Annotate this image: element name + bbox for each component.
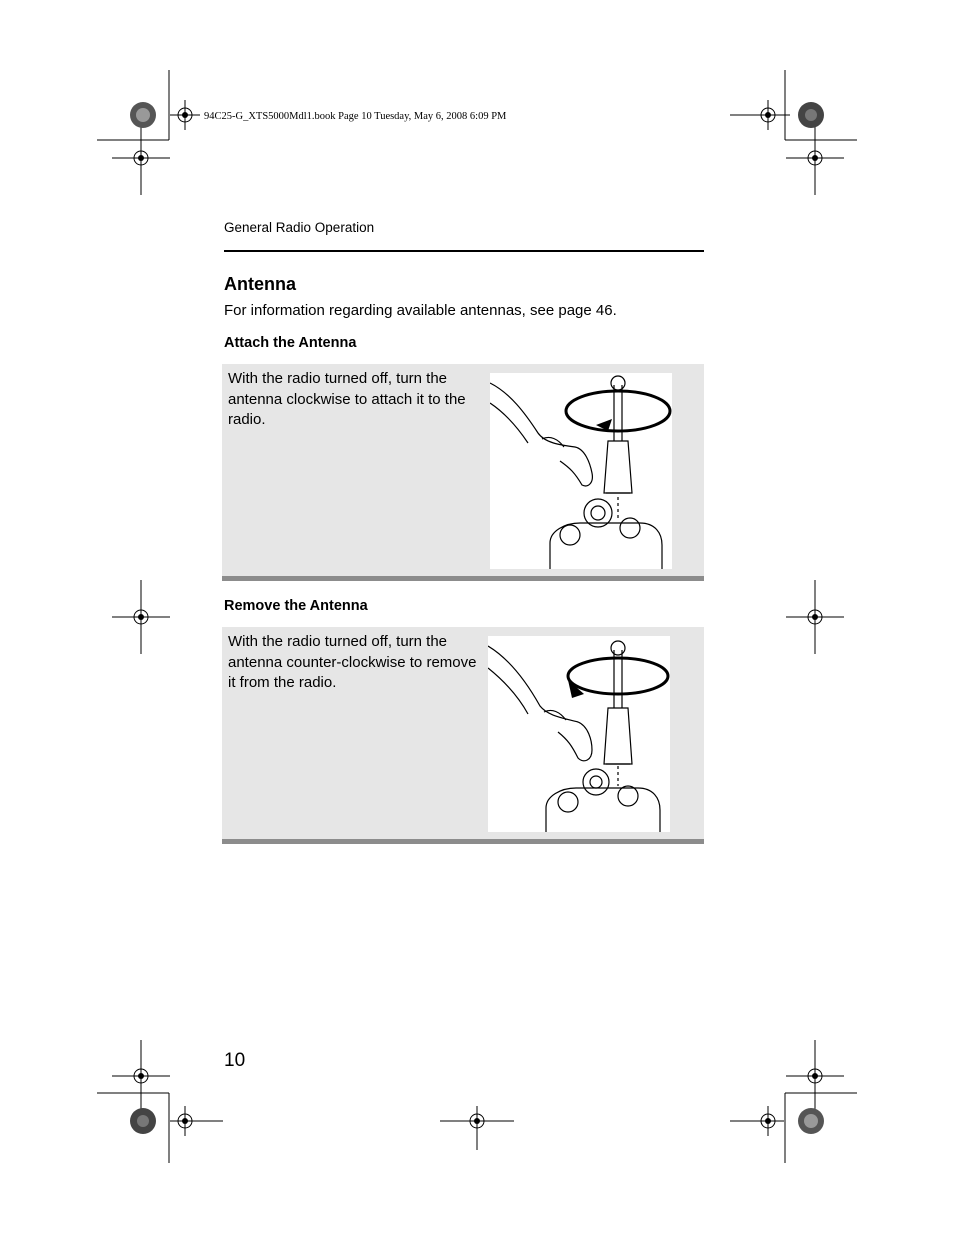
attach-panel <box>222 364 704 581</box>
attach-illustration <box>490 373 672 569</box>
attach-antenna-image <box>490 373 672 569</box>
attach-text: With the radio turned off, turn the antenna clockwise to attach it to the radio. <box>228 370 466 428</box>
remove-panel <box>222 627 704 844</box>
intro-text: For information regarding available antennas, see page 46. <box>224 302 617 319</box>
star-target-top-left <box>130 102 156 128</box>
target-bottom-left-b <box>170 1106 223 1136</box>
remove-antenna-image <box>488 636 670 832</box>
star-target-top-right <box>798 102 824 128</box>
target-bottom-center <box>440 1106 514 1150</box>
remove-text: With the radio turned off, turn the antenna counter-clockwise to remove it from the radio. <box>228 633 477 691</box>
attach-heading: Attach the Antenna <box>224 335 357 351</box>
target-bottom-right-a <box>730 1106 784 1136</box>
running-header: General Radio Operation <box>224 220 375 235</box>
remove-illustration <box>488 636 670 832</box>
star-target-bottom-right <box>798 1108 824 1134</box>
page-number: 10 <box>224 1050 246 1071</box>
print-info: 94C25-G_XTS5000Mdl1.book Page 10 Tuesday, May 6, 2008 6:09 PM <box>204 111 507 122</box>
remove-heading: Remove the Antenna <box>224 598 368 614</box>
section-title: Antenna <box>224 274 296 294</box>
star-target-bottom-left <box>130 1108 156 1134</box>
target-top-right-a <box>730 100 790 130</box>
header-rule <box>224 250 704 252</box>
